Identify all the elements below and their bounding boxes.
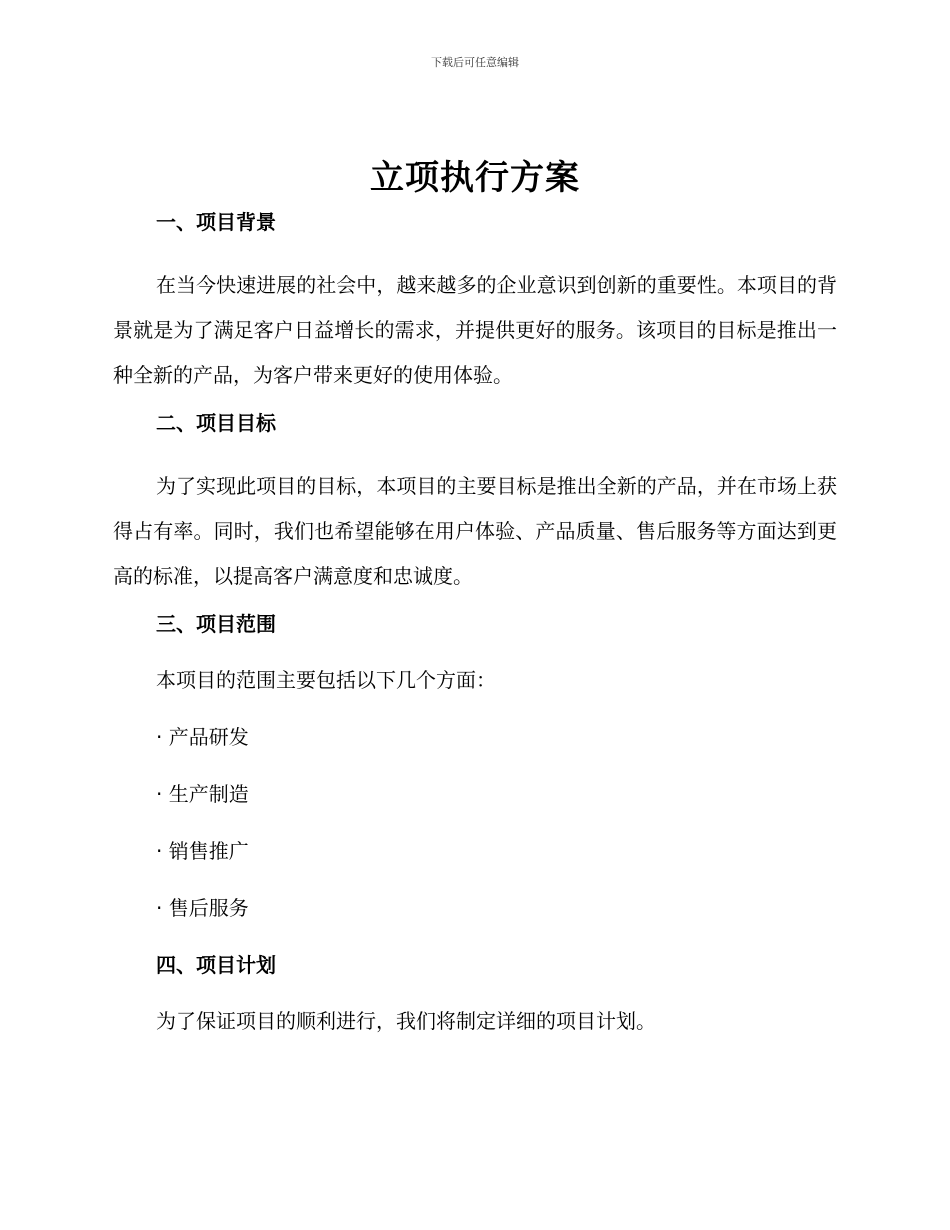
header-note: 下载后可任意编辑 xyxy=(431,56,519,69)
section-heading-background: 一、项目背景 xyxy=(156,210,276,234)
section-heading-plan: 四、项目计划 xyxy=(156,953,276,977)
paragraph-background: 在当今快速进展的社会中，越来越多的企业意识到创新的重要性。本项目的背景就是为了满足客户日益增长的需求，并提供更好的服务。该项目的目标是推出一种全新的产品，为客户带来更好的使用体验。 xyxy=(113,273,837,387)
paragraph-scope-intro: 本项目的范围主要包括以下几个方面： xyxy=(156,668,496,692)
section-heading-scope: 三、项目范围 xyxy=(156,612,276,636)
list-item: · 售后服务 xyxy=(156,896,249,920)
document-body xyxy=(113,207,837,1063)
list-item: · 产品研发 xyxy=(156,725,249,749)
paragraph-plan: 为了保证项目的顺利进行，我们将制定详细的项目计划。 xyxy=(156,1009,656,1033)
list-item: · 生产制造 xyxy=(156,782,249,806)
list-item: · 销售推广 xyxy=(156,839,249,863)
section-heading-goals: 二、项目目标 xyxy=(156,411,276,435)
document-title: 立项执行方案 xyxy=(370,158,580,198)
paragraph-goals: 为了实现此项目的目标，本项目的主要目标是推出全新的产品，并在市场上获得占有率。同时，我们也希望能够在用户体验、产品质量、售后服务等方面达到更高的标准，以提高客户满意度和忠诚度。 xyxy=(113,474,837,588)
